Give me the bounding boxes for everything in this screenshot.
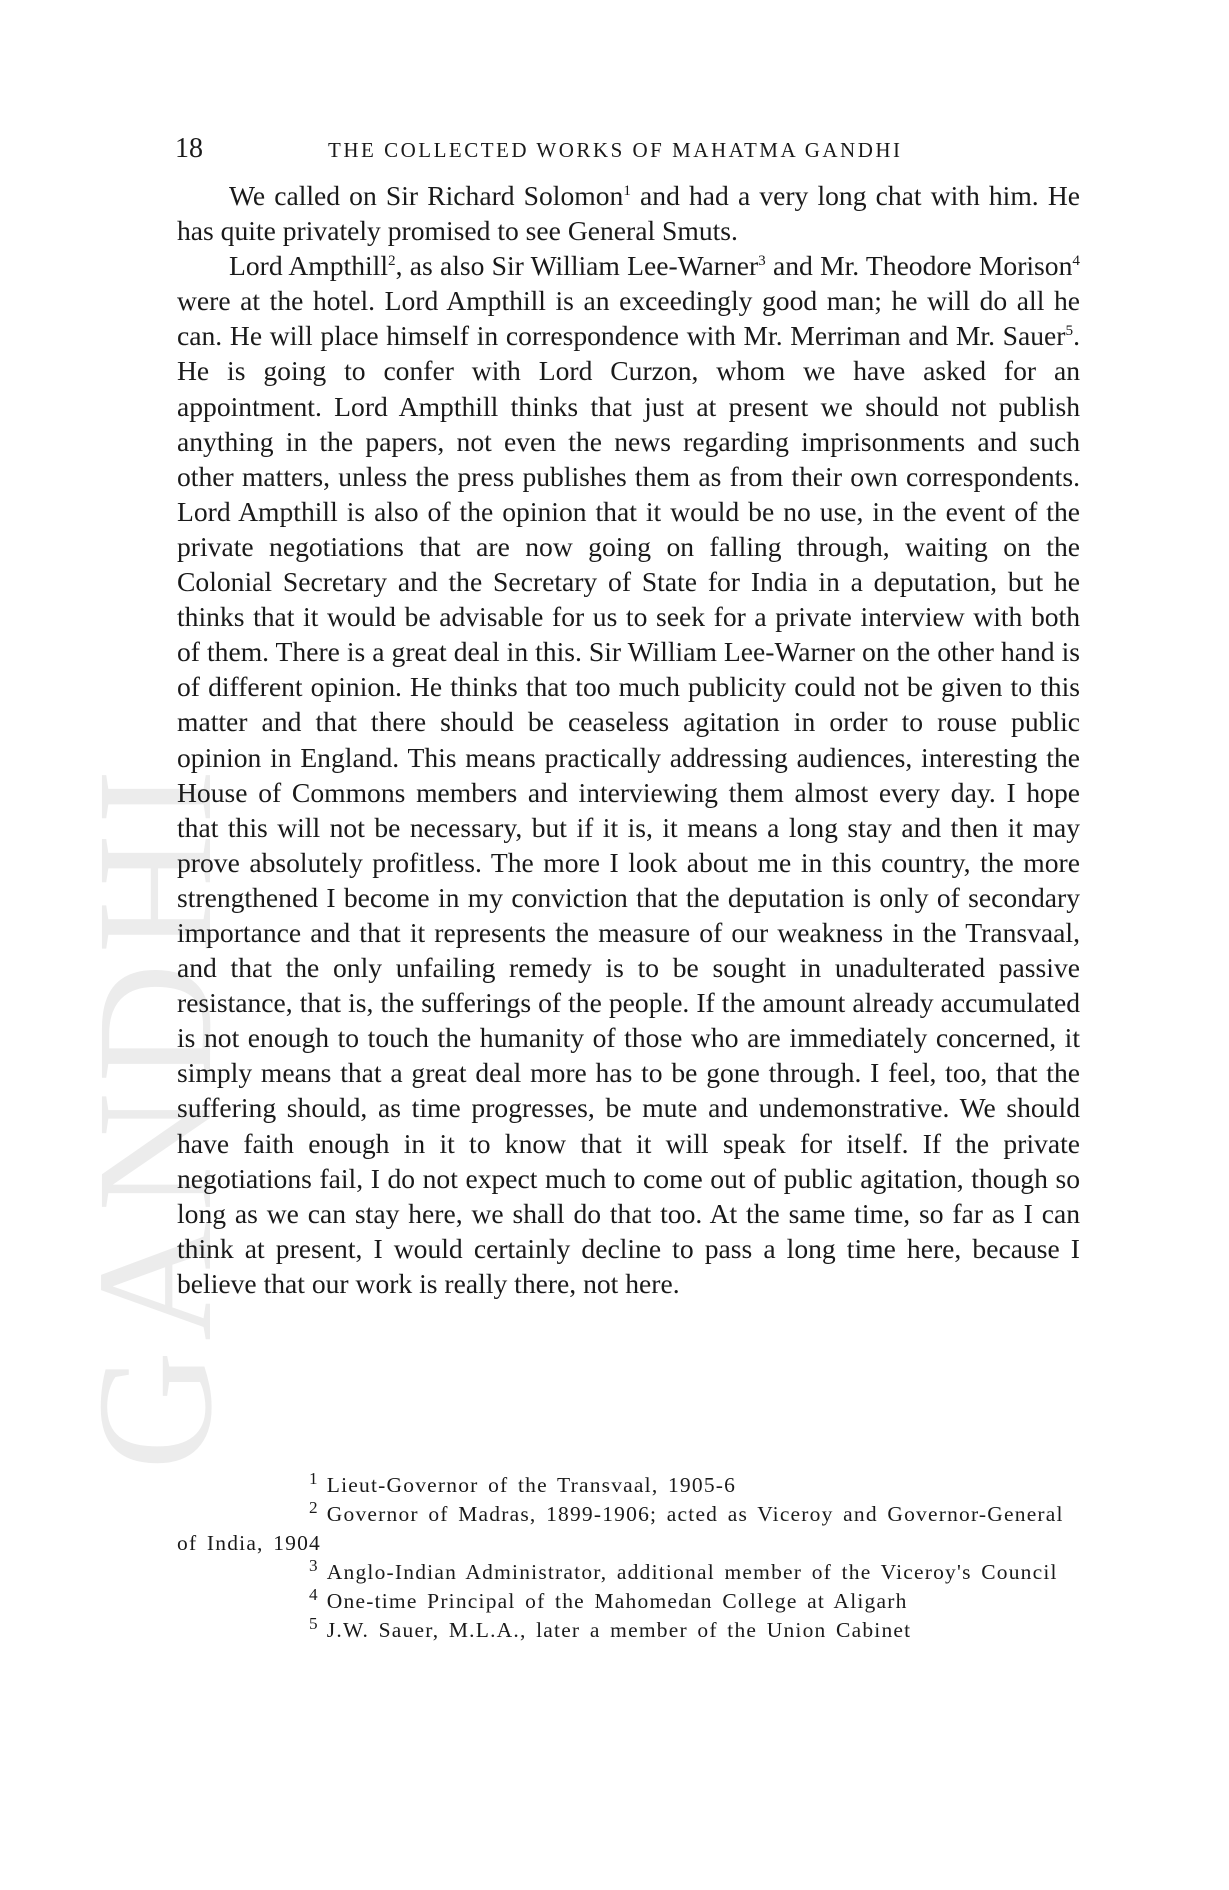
footnote-1: 1 Lieut-Governor of the Transvaal, 1905-6 <box>309 1468 737 1497</box>
footnote-1-text: Lieut-Governor of the Transvaal, 1905-6 <box>326 1473 737 1497</box>
footnote-ref-2: 2 <box>388 252 396 269</box>
page-number: 18 <box>175 133 203 164</box>
paragraph-1-text-b: and had a very long chat with him. He has quite privately promised to see General Smuts. <box>177 180 1080 247</box>
footnotes <box>177 1468 1080 1645</box>
footnote-5: 5 J.W. Sauer, M.L.A., later a member of the Union Cabinet <box>309 1613 912 1642</box>
footnote-ref-5: 5 <box>1065 322 1074 340</box>
footnote-4-text: One-time Principal of the Mahomedan College at Aligarh <box>326 1589 908 1613</box>
running-head <box>175 133 1085 173</box>
footnote-2: 2 Governor of Madras, 1899-1906; acted as Viceroy and Governor-General of India, 1904 <box>177 1497 1064 1555</box>
paragraph-2-text-a: Lord Ampthill <box>229 250 388 282</box>
footnote-ref-1: 1 <box>623 181 631 199</box>
paragraph-2-text-d: were at the hotel. Lord Ampthill is an exceedingly good man; he will do all he can. He will place himself in correspondence with Mr. Merriman and Mr. Sauer <box>177 285 1080 352</box>
paragraph-2-text-c: and Mr. Theodore Morison <box>765 250 1073 282</box>
paragraph-1 <box>177 178 1080 248</box>
paragraph-2 <box>177 248 1080 1301</box>
paragraph-2-text-e: . He is going to confer with Lord Curzon, whom we have asked for an appointment. Lord Ampthill thinks that just at present we should not publish anything in the papers, not even the news regarding imprisonments and such other matters, unless the press publishes them as from their own correspondents. Lord Ampthill is also of the opinion that it would be no use, in the event of the private negotiations that are now going on falling through, waiting on the Colonial Secretary and the Secretary of State for India in a deputation, but he thinks that it would be advisable for us to seek for a private interview with both of them. There is a great deal in this. Sir William Lee-Warner on the other hand is of different opinion. He thinks that too much publicity could not be given to this matter and that there should be ceaseless agitation in order to rouse public opinion in England. This means practically addressing audiences, interesting the House of Commons members and interviewing them almost every day. I hope that this will not be necessary, but if it is, it means a long stay and then it may prove absolutely profitless. The more I look about me in this country, the more strengthened I become in my conviction that the deputation is only of secondary importance and that it represents the measure of our weakness in the Transvaal, and that the only unfailing remedy is to be sought in unadulterated passive resistance, that is, the sufferings of the people. If the amount already accumulated is not enough to touch the humanity of those who are immediately concerned, it simply means that a great deal more has to be gone through. I feel, too, that the suffering should, as time progresses, be mute and undemonstrative. We should have faith enough in it to know that it will speak for itself. If the private negotiations fail, I do not expect much to come out of public agitation, though so long as we can stay here, we shall do that too. At the same time, so far as I can think at present, I would certainly decline to pass a long time here, because I believe that our work is really there, not here. <box>177 320 1080 1299</box>
book-title: THE COLLECTED WORKS OF MAHATMA GANDHI <box>328 138 903 162</box>
footnote-3-text: Anglo-Indian Administrator, additional member of the Viceroy's Council <box>326 1560 1058 1584</box>
paragraph-1-text-a: We called on Sir Richard Solomon <box>229 180 624 211</box>
watermark: GANDHI <box>63 759 246 1470</box>
paragraph-2-text-b: , as also Sir William Lee-Warner <box>395 250 759 282</box>
footnote-3: 3 Anglo-Indian Administrator, additional member of the Viceroy's Council <box>309 1555 1058 1584</box>
footnote-5-text: J.W. Sauer, M.L.A., later a member of the Union Cabinet <box>326 1618 912 1642</box>
footnote-ref-4: 4 <box>1072 252 1080 269</box>
footnote-ref-3: 3 <box>758 252 766 269</box>
footnote-2-text: Governor of Madras, 1899-1906; acted as Viceroy and Governor-General of India, 1904 <box>177 1502 1064 1555</box>
footnote-4: 4 One-time Principal of the Mahomedan College at Aligarh <box>309 1584 908 1613</box>
body-text <box>177 178 1080 1301</box>
